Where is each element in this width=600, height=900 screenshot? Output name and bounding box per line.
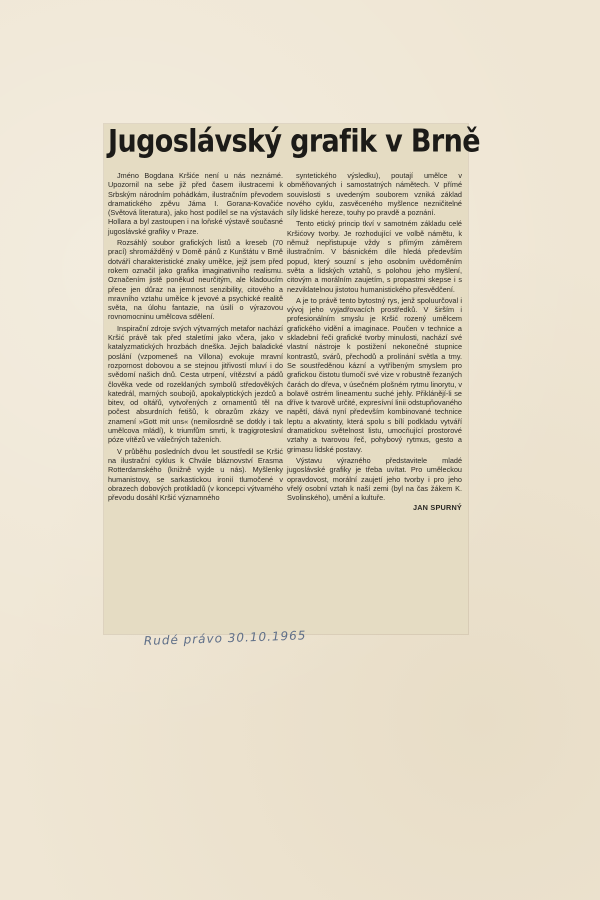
paragraph: V průběhu posledních dvou let soustředil se Kršić na ilustrační cyklus k Chvále bláznovství Erasma Rotterdamského (knižně vyjde u nás). Myšlenky humanistovy, se sarkastickou ironií tlumočené v obrazech dobových protikladů (v koncepci výtvarného převodu dosáhl Kršić významného <box>108 446 283 503</box>
paragraph: Tento etický princip tkví v samotném základu celé Kršićovy tvorby. Je rozhodující ve volbě námětu, k němuž nepřistupuje vždy s přímým záměrem ilustračním. V básnickém díle hledá především popud, který souzní s jeho osobním uvědoměním světa a lidských vztahů, s polohou jeho myšlení, citovým a morálním zaujetím, s propastmi skepse i s nezviklatelnou jistotou humanistického přesvědčení. <box>287 219 462 294</box>
paragraph: Rozsáhlý soubor grafických listů a kreseb (70 prací) shromážděný v Domě pánů z Kunštátu v Brně dotváří charakteristické znaky umělce, jejž jsem před rokem označil jako grafika imaginativního realismu. Označením jistě poněkud neurčitým, ale kladoucím přece jen důraz na jemnost senzibility, citového a mravního vztahu umělce k jevové a psychické realitě světa, na úlohu fantazie, na úsilí o výrazovou rovnomocninu umělcova sdělení. <box>108 238 283 322</box>
paragraph: syntetického výsledku), poutají umělce v obměňovaných i samostatných námětech. V přímé souvislosti s uvedeným souborem vzniká základ nového cyklu, zasvěceného myšlence nezničitelné síly lidské hereze, touhy po pravdě a poznání. <box>287 171 462 218</box>
paragraph: Jméno Bogdana Kršiće není u nás neznámé. Upozornil na sebe již před časem ilustracemi k Srbským národním pohádkám, ilustračním převodem dramatického zpěvu Jáma I. Gorana-Kovačiće (Světová literatura), jako host podílel se na výstavách Hollara a byl zastoupen i na loňské výstavě současné jugoslávské grafiky v Praze. <box>108 171 283 236</box>
handwritten-annotation: Rudé právo 30.10.1965 <box>143 628 307 648</box>
paragraph: Inspirační zdroje svých výtvarných metafor nachází Kršić právě tak před staletími jako včera, jako v katalyzmatických hrozbách dneška. Jejich baladické poslání (vzpomeneš na Villona) evokuje mravní rozpornost dobovou a se stejnou jitřivostí mluví i do svědomí našich dnů. Cesta utrpení, vítězství a pádů člověka vede od rozeklaných symbolů středověkých katedrál, marných soubojů, apokalyptických jezdců a bitev, od oltářů, vytvořených z ornamentů těl na počest absurdních fetišů, k obrazům zkázy ve znamení »Gott mit uns« (nemilosrdně se dotkly i tak umělcova mládí), k triumfům smrti, k tragigroteskní póze vítězů ve válečných taženích. <box>108 323 283 445</box>
article-column-right <box>287 171 462 513</box>
article-headline: Jugoslávský grafik v Brně <box>108 124 480 160</box>
paragraph: A je to právě tento bytostný rys, jenž spoluurčoval i vývoj jeho vyjadřovacích prostředků. V širším i profesionálním smyslu je Kršić rozený umělcem grafického vidění a imaginace. Poučen v technice a skladební řeči grafické tvorby minulosti, nachází své vlastní nástroje k postižení nekonečné stupnice kontrastů, svárů, přechodů a prolínání světla a tmy. Se soustředěnou kázní a vytříbeným smyslem pro grafickou čistotu tlumočí své vize v robustně řezaných čarách do dřeva, v úsečném plošném rytmu linorytu, v bolavě ostrém lineamentu suché jehly. Přiklánějí-li se dříve k tvarově určité, expresívní linii odstupňovaného napětí, dává nyní především kombinované technice leptu a akvatinty, která spolu s bílí podkladu vytváří dramatickou světelnost listu, umocňující prostorové vztahy a tvarovou řeč, pohybový rytmus, gesto a grimasu lidské postavy. <box>287 295 462 454</box>
paragraph: Výstavu výrazného představitele mladé jugoslávské grafiky je třeba uvítat. Pro uměleckou opravdovost, morální zaujetí jeho tvorby i pro jeho vřelý osobní vztah k naší zemi (byl na čas žákem K. Svolinského), umění a kultuře. <box>287 455 462 503</box>
author-byline: JAN SPURNÝ <box>412 503 462 513</box>
article-column-left <box>108 171 283 504</box>
